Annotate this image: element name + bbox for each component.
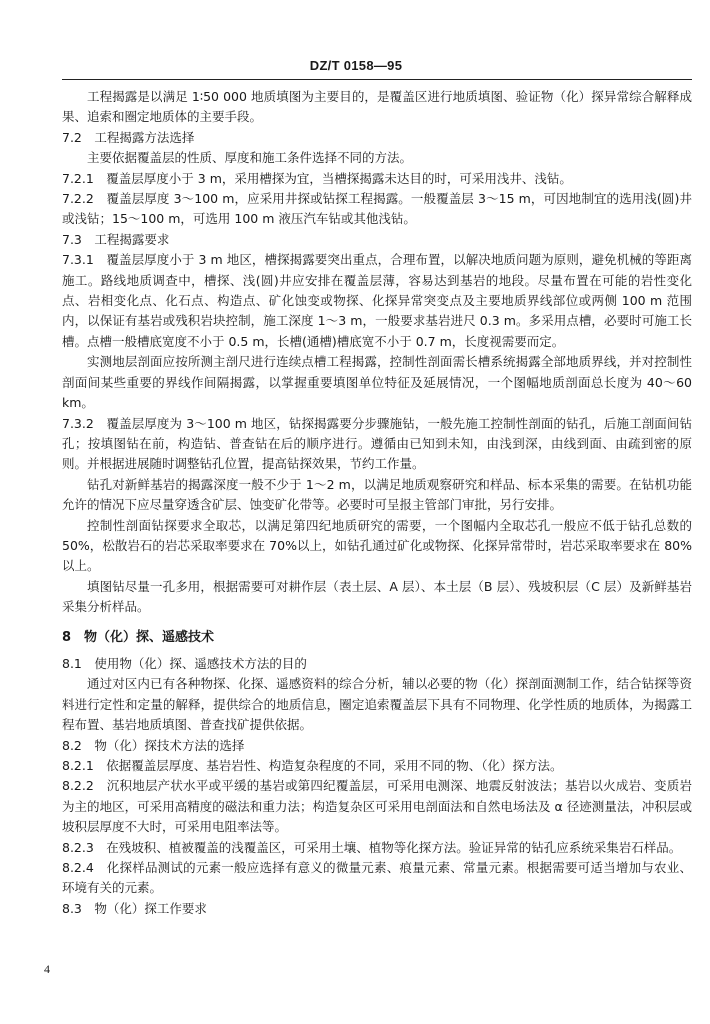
paragraph-p21: 8.3 物（化）探工作要求: [62, 900, 207, 916]
paragraph-p14: 8.1 使用物（化）探、遥感技术方法的目的: [62, 655, 307, 671]
paragraph-p1: 工程揭露是以满足 1∶50 000 地质填图为主要目的，是覆盖区进行地质填图、验证物（化）探异常综合解释成果、追索和圈定地质体的主要手段。: [62, 89, 692, 125]
paragraph-p7: 7.3.1 覆盖层厚度小于 3 m 地区，槽探揭露要突出重点，合理布置，以解决地质问题为原则，避免机械的等距离施工。路线地质调查中，槽探、浅(圆)井应安排在覆盖层薄，容易达到基岩的地段。尽量布置在可能的岩性变化点、岩相变化点、化石点、构造点、矿化蚀变或物探、化探异常突变点及主要地质界线部位或两侧 100 m 范围内，以保证有基岩或残积岩块控制，施工深度 1～3 m，一般要求基岩进尺 0.3 m。多采用点槽，必要时可施工长槽。点槽一般槽底宽度不小于 0.5 m，长槽(通槽)槽底宽不小于 0.7 m，长度视需要而定。: [62, 252, 692, 349]
standard-code-header: DZ/T 0158—95: [309, 58, 403, 73]
header-rule: [62, 79, 692, 80]
page-number: 4: [44, 962, 50, 976]
paragraph-p12: 填图钻尽量一孔多用，根据需要可对耕作层（表土层、A 层）、本土层（B 层）、残坡积层（C 层）及新鲜基岩采集分析样品。: [62, 578, 692, 615]
paragraph-p4: 7.2.1 覆盖层厚度小于 3 m，采用槽探为宜，当槽探揭露未达目的时，可采用浅井、浅钻。: [62, 170, 572, 186]
paragraph-p11: 控制性剖面钻探要求全取芯，以满足第四纪地质研究的需要，一个图幅内全取芯孔一般应不低于钻孔总数的 50%，松散岩石的岩芯采取率要求在 70%以上，如钻孔通过矿化或物探、化探异常带时，岩芯采取率要求在 80%以上。: [62, 517, 692, 574]
paragraph-p10: 钻孔对新鲜基岩的揭露深度一般不少于 1～2 m，以满足地质观察研究和样品、标本采集的需要。在钻机功能允许的情况下应尽量穿透含矿层、蚀变矿化带等。必要时可呈报主管部门审批，另行安排。: [62, 476, 692, 513]
paragraph-p8: 实测地层剖面应按所测主剖尺进行连续点槽工程揭露，控制性剖面需长槽系统揭露全部地质界线，并对控制性剖面间某些重要的界线作间隔揭露，以掌握重要填图单位特征及延展情况，一个图幅地质剖面总长度为 40～60 km。: [62, 354, 692, 411]
paragraph-p17: 8.2.1 依据覆盖层厚度、基岩岩性、构造复杂程度的不同，采用不同的物、（化）探方法。: [62, 758, 563, 773]
paragraph-p19: 8.2.3 在残坡积、植被覆盖的浅覆盖区，可采用土壤、植物等化探方法。验证异常的钻孔应系统采集岩石样品。: [62, 839, 682, 855]
paragraph-p6: 7.3 工程揭露要求: [62, 231, 170, 247]
paragraph-p9: 7.3.2 覆盖层厚度为 3～100 m 地区，钻探揭露要分步骤施钻，一般先施工控制性剖面的钻孔，后施工剖面间钻孔；按填图钻在前，构造钻、普查钻在后的顺序进行。遵循由已知到未知，由浅到深，由线到面、由疏到密的原则。并根据进展随时调整钻孔位置，提高钻探效果，节约工作量。: [62, 415, 692, 472]
paragraph-p20: 8.2.4 化探样品测试的元素一般应选择有意义的微量元素、痕量元素、常量元素。根据需要可适当增加与农业、环境有关的元素。: [62, 860, 692, 896]
paragraph-p15: 通过对区内已有各种物探、化探、遥感资料的综合分析，辅以必要的物（化）探剖面测制工作，结合钻探等资料进行定性和定量的解释，提供综合的地质信息，圈定追索覆盖层下具有不同物理、化学性质的地质体，为揭露工程布置、基岩地质填图、普查找矿提供依据。: [62, 676, 692, 733]
document-body: [62, 87, 692, 919]
paragraph-p2: 7.2 工程揭露方法选择: [62, 129, 195, 145]
paragraph-p18: 8.2.2 沉积地层产状水平或平缓的基岩或第四纪覆盖层，可采用电测深、地震反射波法；基岩以火成岩、变质岩为主的地区，可采用高精度的磁法和重力法；构造复杂区可采用电剖面法和自然电场法及 α 径迹测量法，冲积层或坡积层厚度不大时，可采用电阻率法等。: [62, 778, 692, 835]
paragraph-p16: 8.2 物（化）探技术方法的选择: [62, 737, 245, 753]
paragraph-p5: 7.2.2 覆盖层厚度 3～100 m，应采用井探或钻探工程揭露。一般覆盖层 3～15 m，可因地制宜的选用浅(圆)井或浅钻；15～100 m，可选用 100 m 液压汽车钻或其他浅钻。: [62, 191, 692, 227]
paragraph-p3: 主要依据覆盖层的性质、厚度和施工条件选择不同的方法。: [87, 150, 413, 166]
paragraph-p13: 8 物（化）探、遥感技术: [62, 629, 215, 645]
